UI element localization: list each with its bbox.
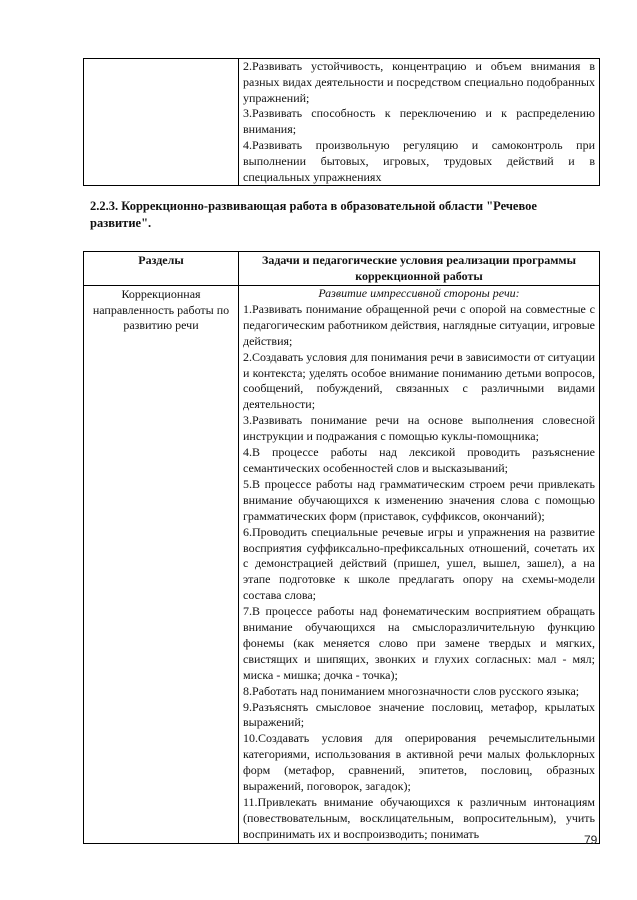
list-item: 5.В процессе работы над грамматическим строем речи привлекать внимание обучающихся к изменению значения слова с помощью грамматических форм (приставок, суффиксов, окончаний); [243, 476, 595, 523]
list-item: 3.Развивать способность к переключению и к распределению внимания; [243, 106, 595, 137]
list-item: 7.В процессе работы над фонематическим восприятием обращать внимание обучающихся на смыслоразличительную функцию фонемы (как меняется слово при замене твердых и мягких, свистящих и шипящих, звонких и глухих согласных: мал - мял; миска - мишка; дочка - точка); [243, 604, 595, 682]
task-list [243, 302, 595, 843]
empty-cell [84, 59, 239, 186]
list-item: 2.Создавать условия для понимания речи в зависимости от ситуации и контекста; уделять особое внимание пониманию детьми вопросов, сообщений, побуждений, связанных с различными видами деятельности; [243, 349, 595, 412]
page-number: 79 [584, 833, 598, 847]
list-item: 1.Развивать понимание обращенной речи с опорой на совместные с педагогическим работником действия, наглядные ситуации, игровые действия; [243, 301, 595, 348]
list-item: 10.Создавать условия для оперирования речемыслительными категориями, использования в активной речи малых фольклорных форм (метафор, сравнений, эпитетов, пословиц, образных выражений, поговорок, загадок); [243, 731, 595, 794]
list-item: 8.Работать над пониманием многозначности слов русского языка; [243, 683, 580, 698]
list-item: 4.Развивать произвольную регуляцию и самоконтроль при выполнении бытовых, игровых, трудовых действий и в специальных упражнениях [243, 137, 595, 184]
column-header-sections: Разделы [84, 252, 239, 286]
top-table [83, 58, 600, 186]
list-item: 9.Разъяснять смысловое значение пословиц, метафор, крылатых выражений; [243, 699, 595, 730]
tasks-cell [239, 286, 600, 844]
table-header-row [84, 252, 600, 286]
subheading: Развитие импрессивной стороны речи: [318, 286, 520, 300]
section-title-cell: Коррекционная направленность работы по развитию речи [84, 286, 239, 844]
column-header-tasks: Задачи и педагогические условия реализации программы коррекционной работы [239, 252, 600, 286]
list-item: 4.В процессе работы над лексикой проводить разъяснение семантических особенностей слов и высказываний; [243, 445, 595, 475]
list-item: 3.Развивать понимание речи на основе выполнения словесной инструкции и подражания с помощью куклы-помощника; [243, 413, 595, 444]
list-item: 11.Привлекать внимание обучающихся к различным интонациям (повествовательным, восклицательным, вопросительным), учить воспринимать их и воспроизводить; понимать [243, 795, 595, 841]
list-item: 6.Проводить специальные речевые игры и упражнения на развитие восприятия суффиксально-префиксальных отношений, сочетать их с демонстрацией действий (пришел, ушел, вышел, зашел), а на этапе подготовке к школе предлагать опору на схемы-модели состава слова; [243, 524, 595, 603]
correction-work-table [83, 251, 600, 844]
table-row [84, 286, 600, 844]
table-row [84, 59, 600, 186]
section-heading: 2.2.3. Коррекционно-развивающая работа в образовательной области "Речевое развитие". [90, 199, 537, 230]
tasks-cell [239, 59, 600, 186]
list-item: 2.Развивать устойчивость, концентрацию и объем внимания в разных видах деятельности и посредством специально подобранных упражнений; [243, 59, 595, 105]
